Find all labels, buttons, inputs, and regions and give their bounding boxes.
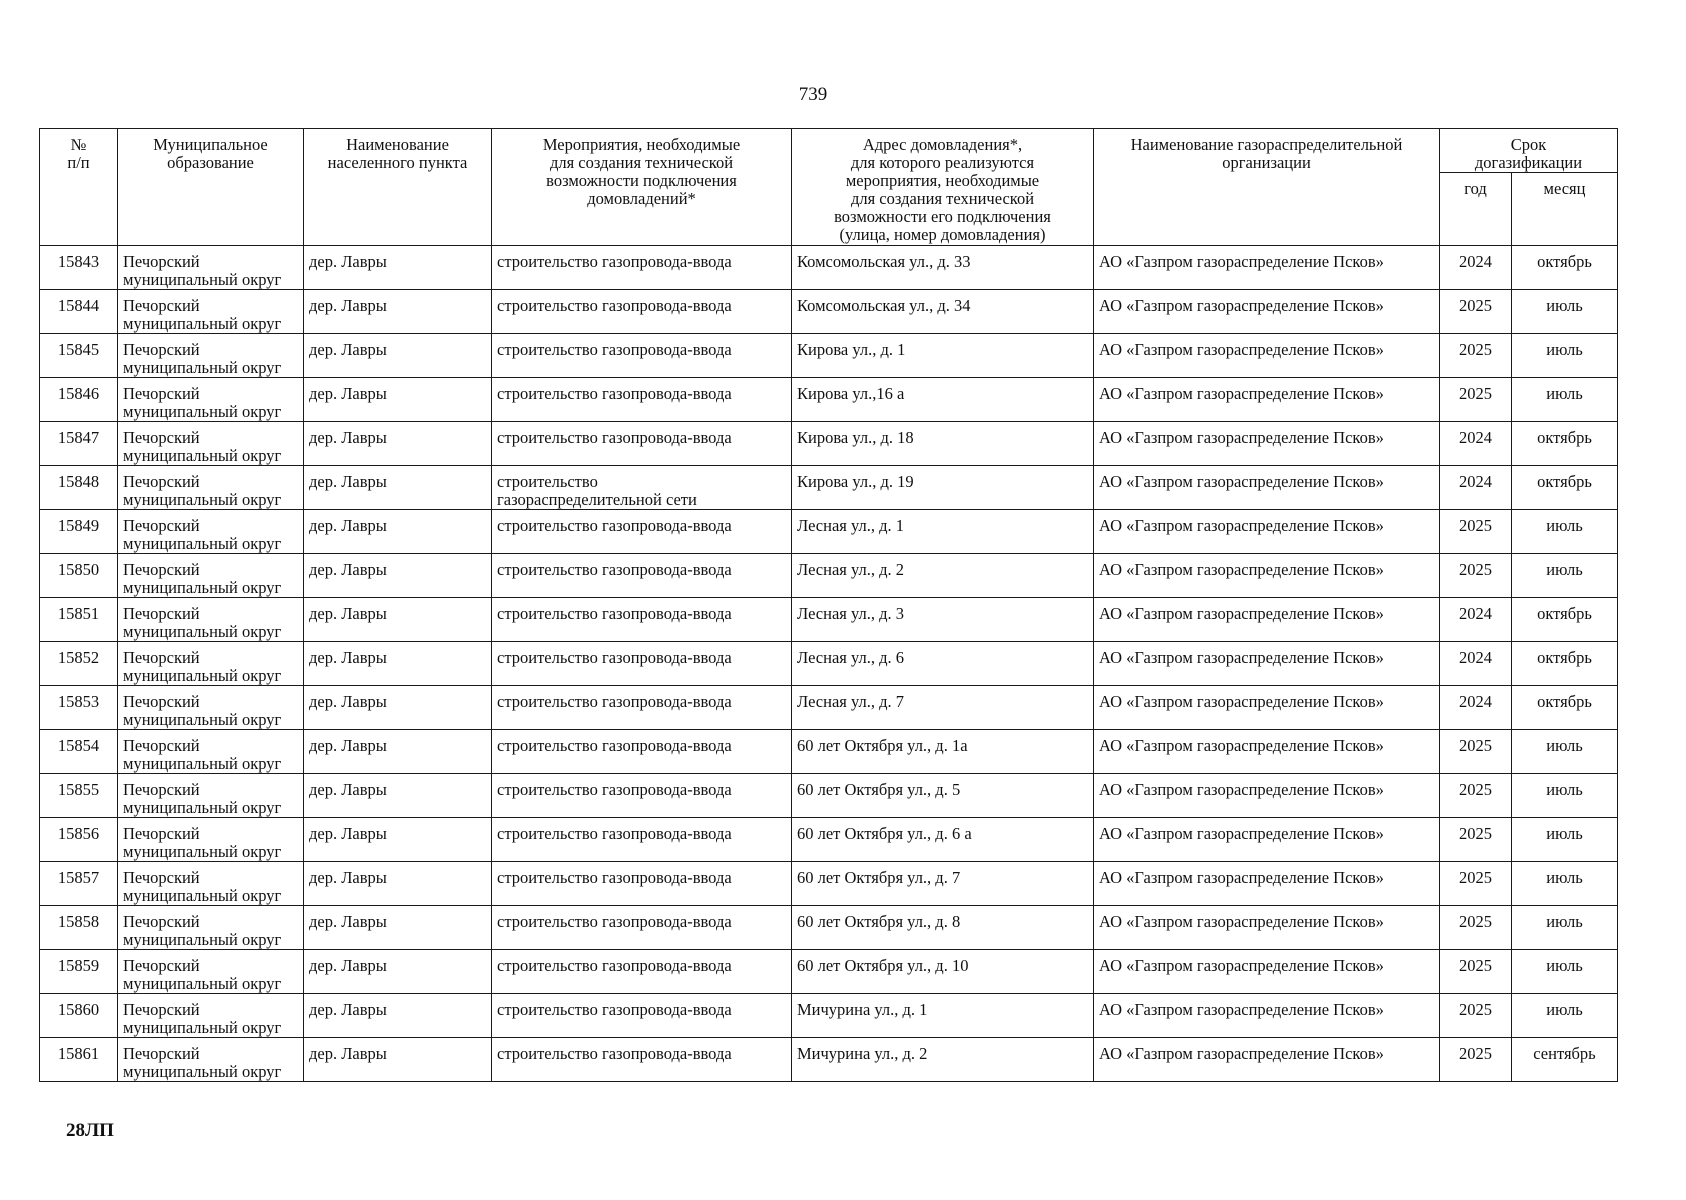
row-num: 15846 [40,378,118,422]
row-month: июль [1512,994,1618,1038]
row-year: 2025 [1440,862,1512,906]
table-row [40,774,1618,818]
row-settlement: дер. Лавры [304,422,492,466]
row-municipality: Печорский муниципальный округ [118,422,304,466]
row-settlement: дер. Лавры [304,774,492,818]
row-num: 15854 [40,730,118,774]
row-municipality: Печорский муниципальный округ [118,862,304,906]
header-year: год [1440,173,1512,246]
row-num: 15850 [40,554,118,598]
row-year: 2025 [1440,950,1512,994]
row-year: 2025 [1440,730,1512,774]
header-term: Срок догазификации [1440,129,1618,173]
row-organization: АО «Газпром газораспределение Псков» [1094,950,1440,994]
row-organization: АО «Газпром газораспределение Псков» [1094,906,1440,950]
row-num: 15860 [40,994,118,1038]
row-settlement: дер. Лавры [304,950,492,994]
table-row [40,642,1618,686]
row-municipality: Печорский муниципальный округ [118,378,304,422]
table-row [40,906,1618,950]
gasification-table [39,128,1618,1082]
row-measure: строительство газопровода-ввода [492,862,792,906]
row-month: октябрь [1512,686,1618,730]
row-address: Лесная ул., д. 3 [792,598,1094,642]
row-organization: АО «Газпром газораспределение Псков» [1094,290,1440,334]
table-row [40,290,1618,334]
row-municipality: Печорский муниципальный округ [118,994,304,1038]
row-address: 60 лет Октября ул., д. 10 [792,950,1094,994]
row-year: 2025 [1440,510,1512,554]
row-year: 2025 [1440,554,1512,598]
row-measure: строительство газопровода-ввода [492,554,792,598]
row-organization: АО «Газпром газораспределение Псков» [1094,246,1440,290]
row-num: 15845 [40,334,118,378]
row-organization: АО «Газпром газораспределение Псков» [1094,862,1440,906]
row-settlement: дер. Лавры [304,906,492,950]
row-address: Мичурина ул., д. 2 [792,1038,1094,1082]
row-municipality: Печорский муниципальный округ [118,246,304,290]
row-address: Лесная ул., д. 2 [792,554,1094,598]
row-measure: строительство газопровода-ввода [492,950,792,994]
row-year: 2024 [1440,686,1512,730]
row-address: Комсомольская ул., д. 33 [792,246,1094,290]
row-month: июль [1512,730,1618,774]
row-organization: АО «Газпром газораспределение Псков» [1094,554,1440,598]
row-settlement: дер. Лавры [304,818,492,862]
table-row [40,554,1618,598]
row-measure: строительство газопровода-ввода [492,422,792,466]
table-row [40,598,1618,642]
row-num: 15856 [40,818,118,862]
row-measure: строительство газопровода-ввода [492,334,792,378]
row-settlement: дер. Лавры [304,554,492,598]
row-measure: строительство газопровода-ввода [492,598,792,642]
row-year: 2024 [1440,246,1512,290]
row-month: июль [1512,554,1618,598]
row-year: 2025 [1440,334,1512,378]
row-num: 15857 [40,862,118,906]
row-settlement: дер. Лавры [304,466,492,510]
row-month: июль [1512,862,1618,906]
row-organization: АО «Газпром газораспределение Псков» [1094,818,1440,862]
row-num: 15859 [40,950,118,994]
row-organization: АО «Газпром газораспределение Псков» [1094,1038,1440,1082]
row-year: 2025 [1440,818,1512,862]
row-organization: АО «Газпром газораспределение Псков» [1094,378,1440,422]
row-year: 2024 [1440,466,1512,510]
header-address: Адрес домовладения*, для которого реализуются мероприятия, необходимые для создания технической возможности его подключения (улица, номер домовладения) [792,129,1094,246]
row-settlement: дер. Лавры [304,290,492,334]
row-organization: АО «Газпром газораспределение Псков» [1094,686,1440,730]
row-month: октябрь [1512,466,1618,510]
row-municipality: Печорский муниципальный округ [118,906,304,950]
header-month: месяц [1512,173,1618,246]
row-settlement: дер. Лавры [304,1038,492,1082]
table-row [40,378,1618,422]
table-row [40,686,1618,730]
row-address: Лесная ул., д. 1 [792,510,1094,554]
row-measure: строительство газопровода-ввода [492,378,792,422]
table-row [40,818,1618,862]
header-measures: Мероприятия, необходимые для создания технической возможности подключения домовладений* [492,129,792,246]
row-measure: строительство газопровода-ввода [492,906,792,950]
table-row [40,334,1618,378]
row-address: Комсомольская ул., д. 34 [792,290,1094,334]
row-municipality: Печорский муниципальный округ [118,818,304,862]
row-settlement: дер. Лавры [304,598,492,642]
table-row [40,466,1618,510]
row-month: сентябрь [1512,1038,1618,1082]
row-organization: АО «Газпром газораспределение Псков» [1094,334,1440,378]
row-municipality: Печорский муниципальный округ [118,554,304,598]
header-municipality: Муниципальное образование [118,129,304,246]
row-year: 2025 [1440,774,1512,818]
row-address: Лесная ул., д. 7 [792,686,1094,730]
row-num: 15847 [40,422,118,466]
row-month: июль [1512,510,1618,554]
table-row [40,730,1618,774]
row-month: октябрь [1512,246,1618,290]
row-municipality: Печорский муниципальный округ [118,774,304,818]
row-measure: строительство газопровода-ввода [492,510,792,554]
row-address: 60 лет Октября ул., д. 5 [792,774,1094,818]
row-settlement: дер. Лавры [304,642,492,686]
page-number: 739 [798,84,828,105]
row-organization: АО «Газпром газораспределение Псков» [1094,598,1440,642]
row-municipality: Печорский муниципальный округ [118,510,304,554]
row-month: июль [1512,818,1618,862]
row-municipality: Печорский муниципальный округ [118,334,304,378]
row-municipality: Печорский муниципальный округ [118,642,304,686]
row-num: 15858 [40,906,118,950]
row-municipality: Печорский муниципальный округ [118,598,304,642]
row-settlement: дер. Лавры [304,994,492,1038]
row-address: Лесная ул., д. 6 [792,642,1094,686]
row-num: 15852 [40,642,118,686]
row-settlement: дер. Лавры [304,862,492,906]
row-address: 60 лет Октября ул., д. 7 [792,862,1094,906]
row-num: 15851 [40,598,118,642]
row-settlement: дер. Лавры [304,246,492,290]
row-measure: строительство газопровода-ввода [492,994,792,1038]
row-settlement: дер. Лавры [304,334,492,378]
row-address: 60 лет Октября ул., д. 8 [792,906,1094,950]
row-settlement: дер. Лавры [304,378,492,422]
row-organization: АО «Газпром газораспределение Псков» [1094,642,1440,686]
row-organization: АО «Газпром газораспределение Псков» [1094,774,1440,818]
row-organization: АО «Газпром газораспределение Псков» [1094,510,1440,554]
row-month: июль [1512,378,1618,422]
table-row [40,510,1618,554]
row-measure: строительство газопровода-ввода [492,730,792,774]
row-address: 60 лет Октября ул., д. 6 а [792,818,1094,862]
table-row [40,422,1618,466]
header-num: № п/п [40,129,118,246]
row-measure: строительство газопровода-ввода [492,686,792,730]
row-settlement: дер. Лавры [304,730,492,774]
row-address: Кирова ул., д. 1 [792,334,1094,378]
row-year: 2025 [1440,906,1512,950]
row-municipality: Печорский муниципальный округ [118,950,304,994]
row-measure: строительство газопровода-ввода [492,290,792,334]
row-settlement: дер. Лавры [304,686,492,730]
row-organization: АО «Газпром газораспределение Псков» [1094,730,1440,774]
row-measure: строительство газопровода-ввода [492,1038,792,1082]
row-organization: АО «Газпром газораспределение Псков» [1094,994,1440,1038]
table-row [40,994,1618,1038]
table-row [40,950,1618,994]
row-settlement: дер. Лавры [304,510,492,554]
table-row [40,246,1618,290]
row-organization: АО «Газпром газораспределение Псков» [1094,466,1440,510]
row-num: 15848 [40,466,118,510]
row-month: июль [1512,774,1618,818]
row-measure: строительство газопровода-ввода [492,774,792,818]
row-municipality: Печорский муниципальный округ [118,290,304,334]
row-num: 15853 [40,686,118,730]
row-address: Кирова ул.,16 а [792,378,1094,422]
row-num: 15844 [40,290,118,334]
table-row [40,1038,1618,1082]
row-year: 2025 [1440,994,1512,1038]
row-month: октябрь [1512,598,1618,642]
row-measure: строительство газопровода-ввода [492,642,792,686]
table-body [40,246,1618,1082]
row-municipality: Печорский муниципальный округ [118,1038,304,1082]
row-month: июль [1512,950,1618,994]
row-year: 2025 [1440,378,1512,422]
row-measure: строительство газораспределительной сети [492,466,792,510]
row-year: 2024 [1440,642,1512,686]
header-settlement: Наименование населенного пункта [304,129,492,246]
row-municipality: Печорский муниципальный округ [118,466,304,510]
row-municipality: Печорский муниципальный округ [118,730,304,774]
row-measure: строительство газопровода-ввода [492,246,792,290]
row-month: июль [1512,334,1618,378]
row-address: 60 лет Октября ул., д. 1а [792,730,1094,774]
row-month: июль [1512,290,1618,334]
row-year: 2024 [1440,422,1512,466]
table-row [40,862,1618,906]
row-month: июль [1512,906,1618,950]
row-month: октябрь [1512,422,1618,466]
row-num: 15861 [40,1038,118,1082]
row-municipality: Печорский муниципальный округ [118,686,304,730]
row-num: 15843 [40,246,118,290]
footer-code: 28ЛП [66,1120,114,1141]
row-address: Кирова ул., д. 18 [792,422,1094,466]
row-num: 15855 [40,774,118,818]
header-organization: Наименование газораспределительной организации [1094,129,1440,246]
row-organization: АО «Газпром газораспределение Псков» [1094,422,1440,466]
row-month: октябрь [1512,642,1618,686]
row-measure: строительство газопровода-ввода [492,818,792,862]
row-num: 15849 [40,510,118,554]
row-year: 2024 [1440,598,1512,642]
row-address: Кирова ул., д. 19 [792,466,1094,510]
row-address: Мичурина ул., д. 1 [792,994,1094,1038]
row-year: 2025 [1440,290,1512,334]
row-year: 2025 [1440,1038,1512,1082]
